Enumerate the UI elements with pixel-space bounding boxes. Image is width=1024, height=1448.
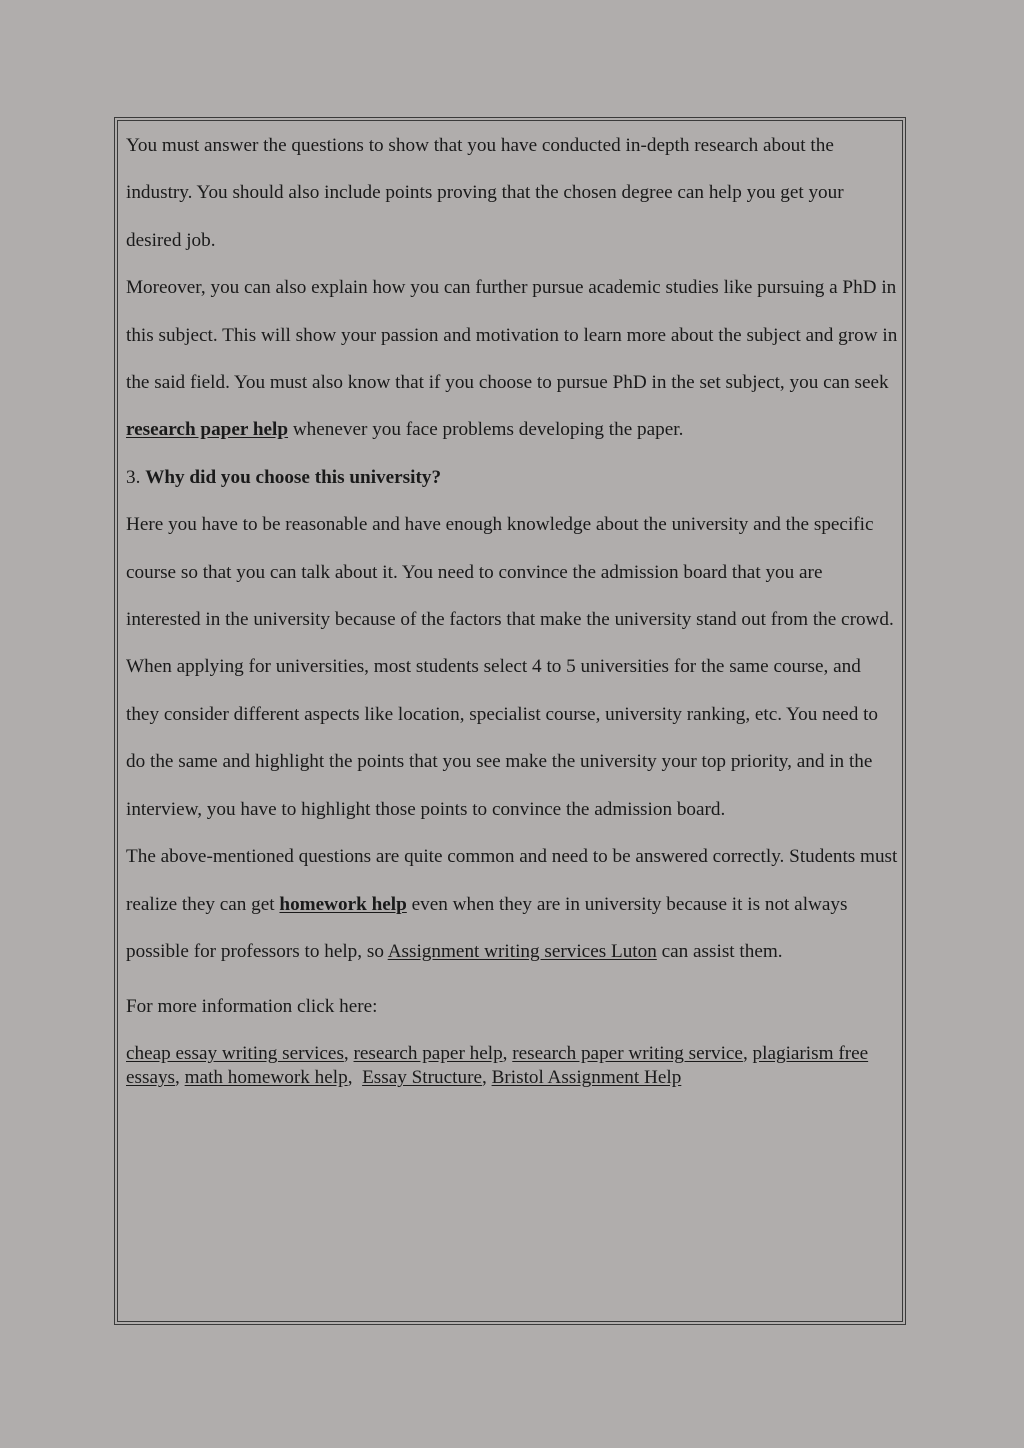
paragraph-reasonable	[126, 501, 898, 643]
paragraph-conclusion-text-middle: even when they are in university because it is not always possible for professors to help, so	[126, 893, 848, 962]
paragraph-phd-text: Moreover, you can also explain how you can further pursue academic studies like pursuing a PhD in this subject. This will show your passion and motivation to learn more about the subject and grow in the said field. You must also know that if you choose to pursue PhD in the set subject, you can seek	[126, 277, 898, 394]
paragraph-research-text: You must answer the questions to show that you have conducted in-depth research about the industry. You should also include points proving that the chosen degree can help you get your desired job.	[126, 135, 844, 251]
research-paper-help-list-link[interactable]: research paper help	[353, 1043, 503, 1065]
bristol-assignment-help-link[interactable]: Bristol Assignment Help	[491, 1067, 682, 1089]
paragraph-phd	[126, 264, 898, 454]
paragraph-reasonable-text: Here you have to be reasonable and have enough knowledge about the university and the specific course so that you can talk about it. You need to convince the admission board that you are interested in the university because of the factors that make the university stand out from the crowd.	[126, 514, 894, 631]
paragraph-conclusion	[126, 833, 898, 975]
math-homework-help-link[interactable]: math homework help	[184, 1067, 348, 1089]
essay-structure-link[interactable]: Essay Structure	[362, 1067, 482, 1089]
paragraph-conclusion-text: The above-mentioned questions are quite common and need to be answered correctly. Students must realize they can get	[126, 846, 898, 915]
inner-border	[117, 120, 903, 1322]
paragraph-conclusion-text-end: can assist them.	[656, 940, 783, 962]
cheap-essay-writing-link[interactable]: cheap essay writing services	[126, 1043, 344, 1065]
paragraph-research	[126, 122, 898, 264]
question-3-heading	[126, 454, 898, 501]
page-border	[114, 117, 906, 1325]
homework-help-link[interactable]: homework help	[279, 893, 407, 915]
assignment-writing-luton-link[interactable]: Assignment writing services Luton	[387, 940, 657, 962]
resource-links: cheap essay writing services, research paper help, research paper writing service, plagiarism free essays, math homework help, Essay Structure, Bristol Assignment Help	[126, 1043, 869, 1089]
paragraph-phd-text-end: whenever you face problems developing the paper.	[288, 419, 684, 441]
paragraph-applying	[126, 643, 898, 833]
question-title: Why did you choose this university?	[145, 466, 442, 488]
plagiarism-free-essays-link[interactable]: plagiarism free essays	[126, 1043, 869, 1089]
more-info-label: For more information click here:	[126, 996, 378, 1018]
research-paper-writing-link[interactable]: research paper writing service	[512, 1043, 743, 1065]
research-paper-help-link[interactable]: research paper help	[126, 419, 289, 441]
paragraph-applying-text: When applying for universities, most students select 4 to 5 universities for the same course, and they consider different aspects like location, specialist course, university ranking, etc. You need to do the same and highlight the points that you see make the university your top priority, and in the interview, you have to highlight those points to convince the admission board.	[126, 656, 879, 820]
document-body	[126, 122, 898, 975]
document-content	[126, 122, 898, 1090]
question-number: 3.	[126, 466, 146, 488]
